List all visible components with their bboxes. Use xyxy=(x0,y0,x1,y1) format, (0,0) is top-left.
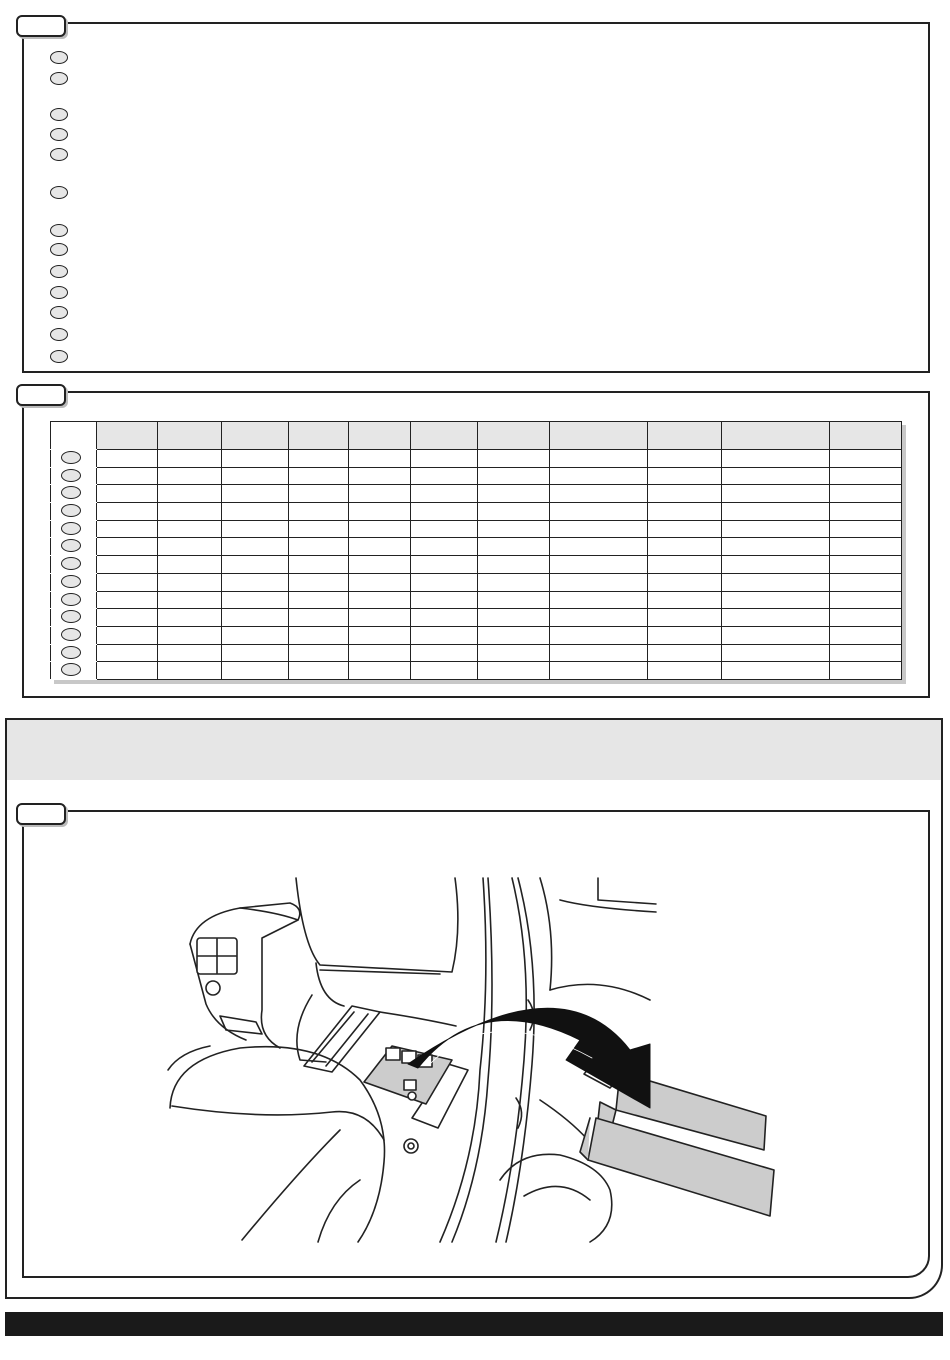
table-cell xyxy=(648,467,721,485)
table-cell xyxy=(410,556,477,574)
table-cell xyxy=(348,662,410,680)
table-cell xyxy=(158,609,222,627)
table-cell xyxy=(410,467,477,485)
table-cell xyxy=(721,467,829,485)
table-cell xyxy=(721,450,829,468)
spec-table-header-row xyxy=(51,422,902,450)
table-cell xyxy=(721,644,829,662)
table-cell xyxy=(550,538,648,556)
row-marker-oval xyxy=(61,593,81,606)
table-cell xyxy=(721,591,829,609)
table-cell xyxy=(721,538,829,556)
row-marker-oval xyxy=(61,646,81,659)
table-row xyxy=(51,503,902,521)
table-cell xyxy=(158,573,222,591)
spec-table-header-cell xyxy=(648,422,721,450)
spec-table-header-cell xyxy=(410,422,477,450)
parts-list-item-1 xyxy=(50,51,68,64)
spec-table-tab xyxy=(16,384,66,406)
table-cell xyxy=(477,609,549,627)
row-label-cell xyxy=(51,662,97,680)
parts-list-item-11 xyxy=(50,306,68,319)
table-cell xyxy=(477,556,549,574)
table-row xyxy=(51,467,902,485)
table-cell xyxy=(348,556,410,574)
table-cell xyxy=(410,485,477,503)
table-cell xyxy=(222,573,288,591)
car-interior-illustration xyxy=(160,868,800,1258)
table-cell xyxy=(410,538,477,556)
spec-table-header-cell xyxy=(721,422,829,450)
table-cell xyxy=(829,556,901,574)
table-cell xyxy=(97,520,158,538)
illustration-tab xyxy=(16,803,66,825)
table-cell xyxy=(550,626,648,644)
table-cell xyxy=(97,662,158,680)
parts-list-item-7 xyxy=(50,224,68,237)
table-cell xyxy=(477,485,549,503)
row-marker-oval xyxy=(61,610,81,623)
table-cell xyxy=(829,467,901,485)
row-label-cell xyxy=(51,573,97,591)
row-label-cell xyxy=(51,520,97,538)
table-cell xyxy=(829,485,901,503)
table-cell xyxy=(648,591,721,609)
table-cell xyxy=(348,609,410,627)
parts-list-item-13 xyxy=(50,350,68,363)
table-cell xyxy=(648,485,721,503)
table-cell xyxy=(721,485,829,503)
spec-table-header-cell xyxy=(288,422,348,450)
table-cell xyxy=(222,520,288,538)
table-cell xyxy=(97,573,158,591)
table-cell xyxy=(348,450,410,468)
table-cell xyxy=(222,467,288,485)
footer-bar xyxy=(5,1312,943,1336)
parts-list-item-9 xyxy=(50,265,68,278)
table-cell xyxy=(288,662,348,680)
table-cell xyxy=(97,503,158,521)
table-cell xyxy=(97,609,158,627)
table-cell xyxy=(97,450,158,468)
table-cell xyxy=(158,644,222,662)
table-cell xyxy=(348,538,410,556)
table-cell xyxy=(288,609,348,627)
table-cell xyxy=(648,573,721,591)
row-label-cell xyxy=(51,556,97,574)
table-cell xyxy=(97,538,158,556)
table-cell xyxy=(288,503,348,521)
row-marker-oval xyxy=(61,486,81,499)
spec-table-header-cell xyxy=(158,422,222,450)
table-cell xyxy=(648,538,721,556)
table-cell xyxy=(477,520,549,538)
table-cell xyxy=(648,520,721,538)
table-cell xyxy=(829,538,901,556)
rear-console xyxy=(190,903,300,1048)
table-cell xyxy=(550,609,648,627)
table-cell xyxy=(410,609,477,627)
table-cell xyxy=(348,467,410,485)
row-label-cell xyxy=(51,503,97,521)
spec-table-header-cell xyxy=(348,422,410,450)
table-cell xyxy=(829,450,901,468)
door-frame xyxy=(440,878,534,1242)
rear-seat-cushion xyxy=(168,1046,385,1242)
spec-table-header-cell xyxy=(550,422,648,450)
row-marker-oval xyxy=(61,522,81,535)
row-marker-oval xyxy=(61,557,81,570)
table-row xyxy=(51,556,902,574)
table-cell xyxy=(348,520,410,538)
table-cell xyxy=(829,503,901,521)
table-cell xyxy=(477,644,549,662)
table-cell xyxy=(477,503,549,521)
table-cell xyxy=(348,573,410,591)
table-cell xyxy=(348,503,410,521)
table-cell xyxy=(348,591,410,609)
table-cell xyxy=(97,626,158,644)
table-cell xyxy=(648,450,721,468)
table-cell xyxy=(288,538,348,556)
row-label-cell xyxy=(51,591,97,609)
parts-list-item-10 xyxy=(50,286,68,299)
table-cell xyxy=(288,450,348,468)
table-cell xyxy=(648,662,721,680)
table-cell xyxy=(410,591,477,609)
table-cell xyxy=(477,573,549,591)
floor-mats xyxy=(580,1072,774,1216)
table-cell xyxy=(97,467,158,485)
table-cell xyxy=(648,626,721,644)
table-cell xyxy=(550,520,648,538)
row-label-cell xyxy=(51,467,97,485)
parts-list-item-4 xyxy=(50,128,68,141)
table-cell xyxy=(550,573,648,591)
parts-list-item-8 xyxy=(50,243,68,256)
table-cell xyxy=(158,503,222,521)
table-cell xyxy=(410,662,477,680)
table-row xyxy=(51,520,902,538)
front-seat-back xyxy=(296,878,458,1062)
table-cell xyxy=(721,662,829,680)
row-marker-oval xyxy=(61,451,81,464)
connector-box xyxy=(364,1046,452,1104)
table-cell xyxy=(348,626,410,644)
parts-list-item-6 xyxy=(50,186,68,199)
table-cell xyxy=(829,591,901,609)
table-cell xyxy=(410,520,477,538)
row-marker-oval xyxy=(61,504,81,517)
row-label-cell xyxy=(51,626,97,644)
parts-list-panel xyxy=(22,22,930,373)
table-cell xyxy=(158,467,222,485)
table-cell xyxy=(410,644,477,662)
table-cell xyxy=(222,644,288,662)
table-row xyxy=(51,644,902,662)
table-cell xyxy=(829,573,901,591)
parts-list-item-2 xyxy=(50,72,68,85)
table-cell xyxy=(550,503,648,521)
table-cell xyxy=(222,609,288,627)
table-cell xyxy=(477,538,549,556)
table-row xyxy=(51,450,902,468)
table-cell xyxy=(410,450,477,468)
table-cell xyxy=(477,591,549,609)
table-cell xyxy=(158,662,222,680)
spec-table-header-cell xyxy=(477,422,549,450)
spec-table-header-cell xyxy=(51,422,97,450)
table-cell xyxy=(222,662,288,680)
table-cell xyxy=(477,626,549,644)
table-cell xyxy=(288,520,348,538)
table-cell xyxy=(97,591,158,609)
table-cell xyxy=(222,538,288,556)
table-cell xyxy=(721,520,829,538)
table-row xyxy=(51,573,902,591)
table-cell xyxy=(550,556,648,574)
parts-list-item-3 xyxy=(50,108,68,121)
table-cell xyxy=(648,556,721,574)
instruction-banner xyxy=(5,718,943,782)
table-cell xyxy=(550,591,648,609)
table-row xyxy=(51,538,902,556)
table-cell xyxy=(288,485,348,503)
table-cell xyxy=(410,573,477,591)
table-cell xyxy=(648,644,721,662)
row-label-cell xyxy=(51,609,97,627)
table-cell xyxy=(348,485,410,503)
table-cell xyxy=(477,662,549,680)
table-cell xyxy=(158,450,222,468)
table-cell xyxy=(410,626,477,644)
table-cell xyxy=(158,520,222,538)
row-marker-oval xyxy=(61,469,81,482)
row-label-cell xyxy=(51,450,97,468)
table-cell xyxy=(829,662,901,680)
table-cell xyxy=(158,626,222,644)
table-cell xyxy=(721,573,829,591)
table-cell xyxy=(829,644,901,662)
table-cell xyxy=(550,450,648,468)
table-row xyxy=(51,609,902,627)
table-cell xyxy=(721,503,829,521)
row-marker-oval xyxy=(61,575,81,588)
table-cell xyxy=(158,485,222,503)
table-cell xyxy=(222,450,288,468)
table-cell xyxy=(721,609,829,627)
table-cell xyxy=(288,467,348,485)
table-cell xyxy=(288,644,348,662)
table-cell xyxy=(477,467,549,485)
table-cell xyxy=(829,520,901,538)
table-cell xyxy=(222,556,288,574)
table-cell xyxy=(222,503,288,521)
spec-table-header-cell xyxy=(97,422,158,450)
table-row xyxy=(51,626,902,644)
spec-table xyxy=(50,421,902,680)
row-label-cell xyxy=(51,485,97,503)
table-cell xyxy=(288,556,348,574)
parts-list-tab xyxy=(16,15,66,37)
spec-table-header-cell xyxy=(829,422,901,450)
table-cell xyxy=(550,662,648,680)
table-cell xyxy=(97,556,158,574)
row-marker-oval xyxy=(61,628,81,641)
parts-list-item-5 xyxy=(50,148,68,161)
table-cell xyxy=(222,485,288,503)
row-label-cell xyxy=(51,644,97,662)
table-cell xyxy=(829,609,901,627)
table-row xyxy=(51,662,902,680)
table-cell xyxy=(222,626,288,644)
table-row xyxy=(51,485,902,503)
table-cell xyxy=(348,644,410,662)
parts-list-item-12 xyxy=(50,328,68,341)
table-cell xyxy=(721,556,829,574)
table-cell xyxy=(158,591,222,609)
table-cell xyxy=(410,503,477,521)
row-marker-oval xyxy=(61,539,81,552)
table-row xyxy=(51,591,902,609)
table-cell xyxy=(829,626,901,644)
row-label-cell xyxy=(51,538,97,556)
table-cell xyxy=(158,556,222,574)
table-cell xyxy=(648,609,721,627)
table-cell xyxy=(648,503,721,521)
table-cell xyxy=(222,591,288,609)
table-cell xyxy=(288,626,348,644)
table-cell xyxy=(288,573,348,591)
table-cell xyxy=(477,450,549,468)
table-cell xyxy=(550,467,648,485)
table-cell xyxy=(550,485,648,503)
table-cell xyxy=(158,538,222,556)
table-cell xyxy=(288,591,348,609)
table-cell xyxy=(550,644,648,662)
table-cell xyxy=(97,485,158,503)
table-cell xyxy=(97,644,158,662)
spec-table-header-cell xyxy=(222,422,288,450)
row-marker-oval xyxy=(61,663,81,676)
table-cell xyxy=(721,626,829,644)
